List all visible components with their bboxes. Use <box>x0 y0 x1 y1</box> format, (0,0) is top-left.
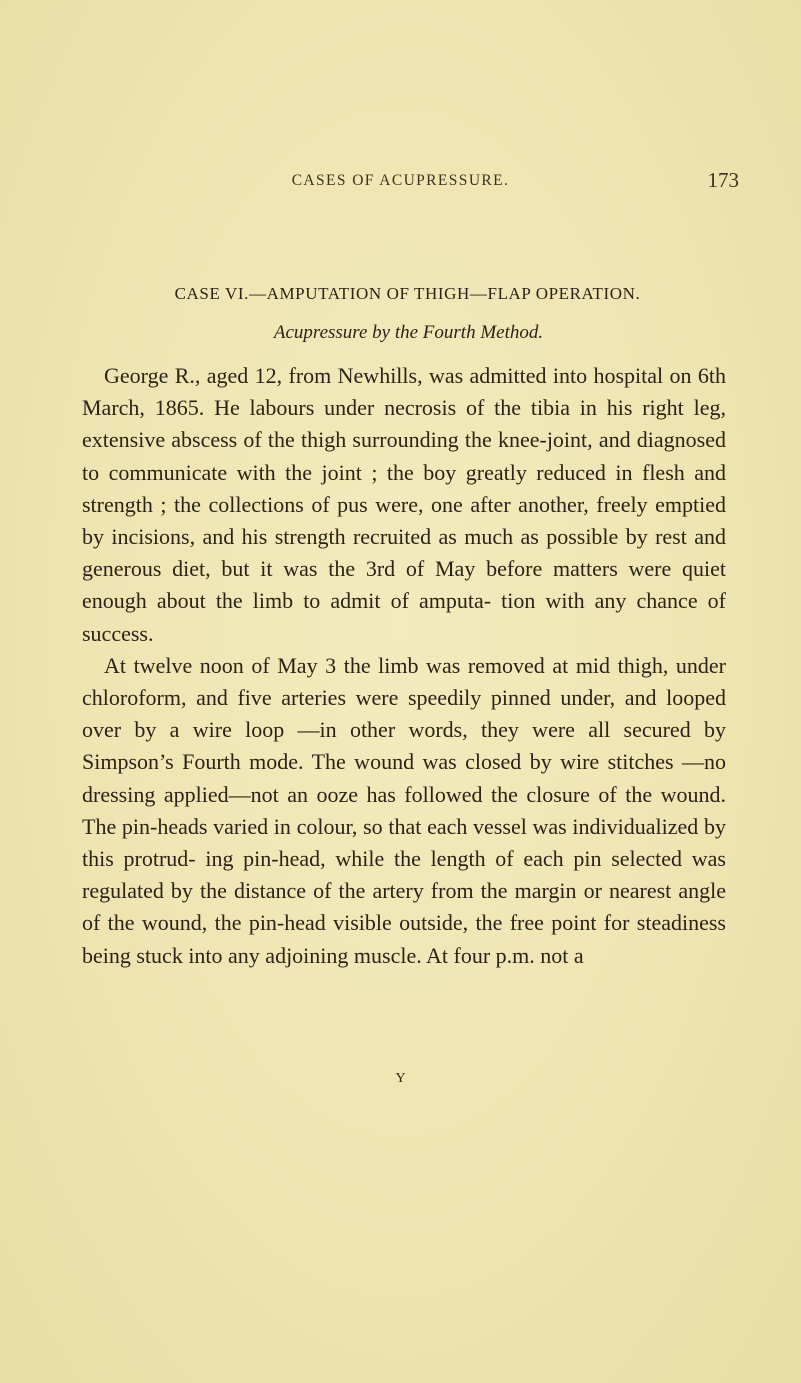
paragraph-1: George R., aged 12, from Newhills, was admitted into hospital on 6th March, 1865. He labours under necrosis of the tibia in his right leg, extensive abscess of the thigh surrounding the knee-joint, and diagnosed to communicate with the joint ; the boy greatly reduced in flesh and strength ; the collections of pus were, one after another, freely emptied by incisions, and his strength recruited as much as possible by rest and generous diet, but it was the 3rd of May before matters were quiet enough about the limb to admit of amputa- tion with any chance of success. <box>82 363 726 646</box>
paragraph-2: At twelve noon of May 3 the limb was removed at mid thigh, under chloroform, and five arteries were speedily pinned under, and looped over by a wire loop —in other words, they were all secured by Simpson’s Fourth mode. The wound was closed by wire stitches —no dressing applied—not an ooze has followed the closure of the wound. The pin-heads varied in colour, so that each vessel was individualized by this protrud- ing pin-head, while the length of each pin selected was regulated by the distance of the artery from the margin or nearest angle of the wound, the pin-head visible outside, the free point for steadiness being stuck into any adjoining muscle. At four p.m. not a <box>82 652 726 968</box>
signature-mark: Y <box>395 1071 406 1086</box>
page-number: 173 <box>707 168 739 192</box>
case-heading: CASE VI.—AMPUTATION OF THIGH—FLAP OPERATION. <box>174 284 641 303</box>
running-head <box>0 168 801 196</box>
running-title: CASES OF ACUPRESSURE. <box>291 172 510 189</box>
body-text <box>82 360 726 972</box>
case-subheading: Acupressure by the Fourth Method. <box>273 322 544 343</box>
